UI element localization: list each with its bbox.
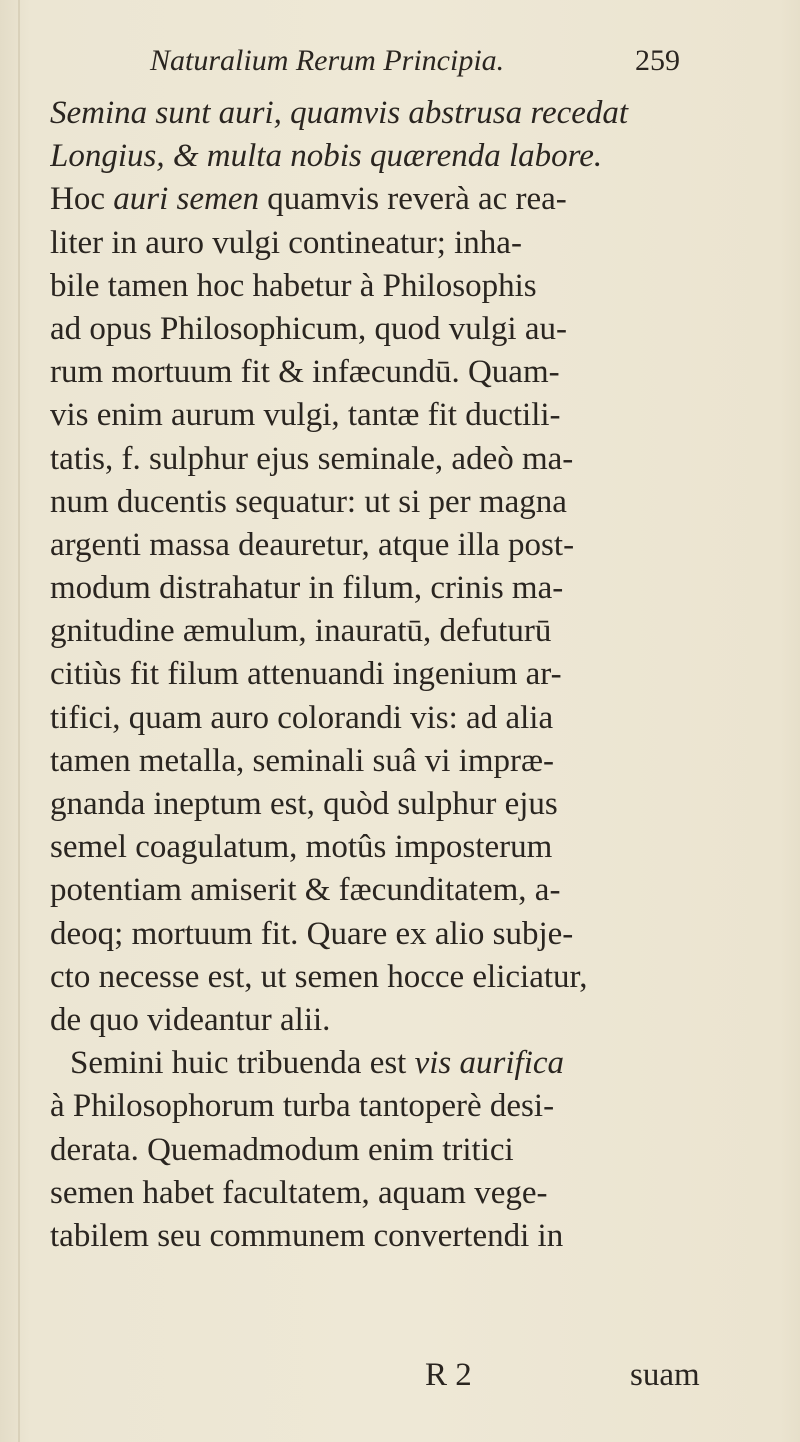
page-gutter-edge — [18, 0, 20, 1442]
text-line: vis enim aurum vulgi, tantæ fit ductili- — [50, 397, 561, 434]
text-line: liter in auro vulgi contineatur; inha- — [50, 224, 522, 261]
italic-phrase: auri semen — [113, 181, 259, 218]
text-line: num ducentis sequatur: ut si per magna — [50, 483, 567, 520]
text-line: deoq; mortuum fit. Quare ex alio subje- — [50, 915, 574, 952]
text-line — [50, 1042, 770, 1085]
text-line: argenti massa deauretur, atque illa post- — [50, 526, 575, 563]
text-line — [50, 178, 770, 221]
text-line: Longius, & multa nobis quærenda labore. — [50, 138, 603, 175]
running-title: Naturalium Rerum Principia. — [150, 44, 505, 77]
text-line: semen habet facultatem, aquam vege- — [50, 1174, 548, 1211]
text-line: ad opus Philosophicum, quod vulgi au- — [50, 310, 567, 347]
text-line: tamen metalla, seminali suâ vi impræ- — [50, 742, 555, 779]
text-run: quamvis reverà ac rea- — [258, 181, 567, 218]
text-line: Semina sunt auri, quamvis abstrusa recedat — [50, 95, 629, 131]
signature-mark: R 2 — [425, 1357, 472, 1393]
text-line: tatis, f. sulphur ejus seminale, adeò ma- — [50, 440, 574, 477]
page-header — [150, 44, 680, 84]
text-line: gnitudine æmulum, inauratū, defuturū — [50, 613, 552, 650]
text-line: tabilem seu communem convertendi in — [50, 1217, 564, 1254]
text-line: rum mortuum fit & infæcundū. Quam- — [50, 354, 560, 391]
page-footer — [50, 1357, 770, 1400]
text-line: gnanda ineptum est, quòd sulphur ejus — [50, 786, 558, 822]
text-line: cto necesse est, ut semen hocce eliciatur, — [50, 958, 588, 995]
text-line: à Philosophorum turba tantoperè desi- — [50, 1088, 555, 1125]
text-line: de quo videantur alii. — [50, 1001, 331, 1038]
text-run: Hoc — [50, 181, 114, 218]
text-run: Semini huic tribuenda est — [70, 1045, 415, 1082]
text-line: bile tamen hoc habetur à Philosophis — [50, 267, 537, 304]
text-line: modum distrahatur in filum, crinis ma- — [50, 570, 564, 607]
text-line: potentiam amiserit & fæcunditatem, a- — [50, 872, 561, 909]
page-number: 259 — [635, 44, 680, 77]
body-text — [50, 92, 770, 1258]
text-line: tifici, quam auro colorandi vis: ad alia — [50, 699, 554, 736]
catchword: suam — [630, 1357, 700, 1393]
italic-phrase: vis aurifica — [414, 1045, 565, 1082]
text-line: semel coagulatum, motûs imposterum — [50, 829, 553, 866]
text-line: citiùs fit filum attenuandi ingenium ar- — [50, 656, 562, 693]
text-line: derata. Quemadmodum enim tritici — [50, 1131, 514, 1168]
